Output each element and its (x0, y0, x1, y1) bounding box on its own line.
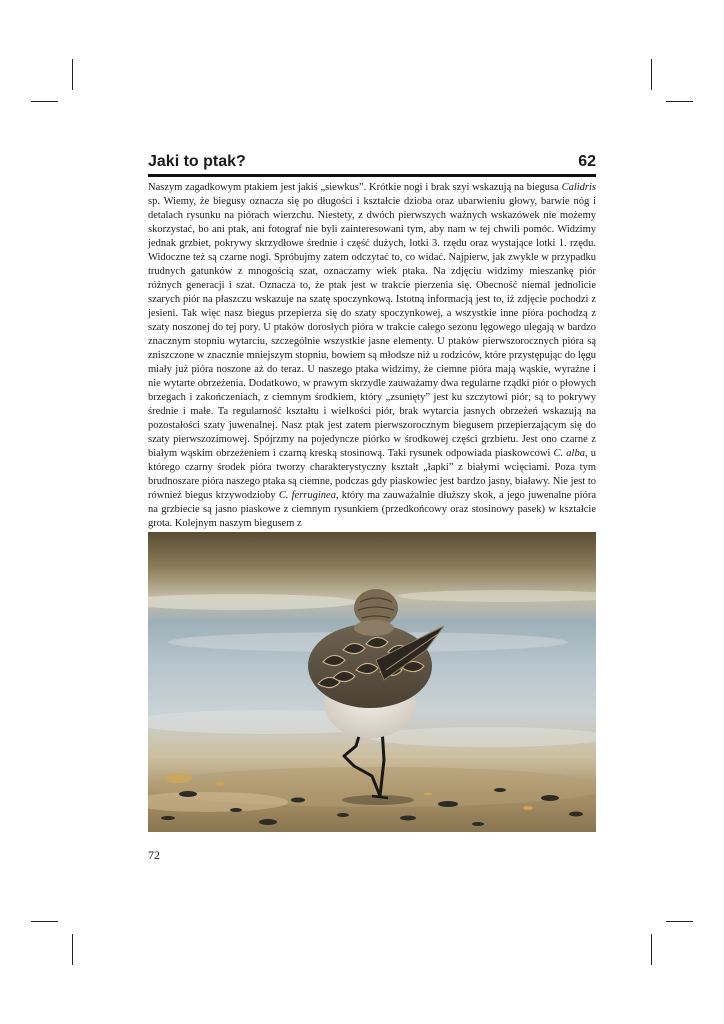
crop-mark-bottom-left-vertical (72, 934, 73, 965)
crop-mark-bottom-left-horizontal (31, 921, 58, 922)
bird-photo (148, 532, 596, 832)
page-number: 72 (148, 848, 160, 862)
page-header (148, 150, 596, 177)
text-segment: Naszym zagadkowym ptakiem jest jakiś „siewkus”. Krótkie nogi i brak szyi wskazują na biegusa (148, 182, 562, 193)
crop-mark-top-left-horizontal (31, 101, 58, 102)
text-segment: , który ma zauważalnie dłuższy skok, a jego juwenalne pióra na grzbiecie są jasno piaskowe z ciemnym rysunkiem (przedkońcowy oraz stosinowy pasek) w kształcie grota. Kolejnym naszym biegusem z (148, 489, 596, 529)
species-name: C. alba (553, 447, 585, 459)
text-segment: sp. Wiemy, że biegusy oznacza się po długości i kształcie dzioba oraz ubarwieniu głowy, barwie nóg i detalach rysunku na piórach wierzchu. Niestety, z dwóch pierwszych ważnych wskazówek nie możemy skorzystać, bo ani ptak, ani fotograf nie byli zainteresowani tym, aby nam w tej chwili pomóc. Widzimy jednak grzbiet, pokrywy skrzydłowe średnie i część dużych, lotki 3. rzędu oraz wystające lotki 1. rzędu. Widoczne też są czarne nogi. Spróbujmy zatem odczytać to, co widać. Najpierw, jak zwykle w przypadku trudnych gatunków z mnogością szat, oznaczamy wiek ptaka. Na zdjęciu widzimy mieszankę piór różnych generacji i szat. Oznacza to, że ptak jest w trakcie pierzenia się. Obecność niemal jednolicie szarych piór na płaszczu wskazuje na szatę spoczynkową. Istotną informacją jest to, iż zdjęcie pochodzi z jesieni. Tak więc nasz biegus przepierza się do szaty spoczynkowej, a wszystkie inne pióra pochodzą z szaty noszonej do tej pory. U ptaków dorosłych pióra w trakcie całego sezonu lęgowego ulegają w bardzo znacznym stopniu wytarciu, szczególnie wszystkie jasne elementy. U ptaków pierwszorocznych pióra są zniszczone w znacznie mniejszym stopniu, bowiem są młodsze niż u rodziców, które przystępując do lęgu miały już pióra noszone aż do teraz. U naszego ptaka widzimy, że ciemne pióra mają wąskie, wyraźne i nie wytarte obrzeżenia. Dodatkowo, w prawym skrzydle zauważamy dwa regularne rządki piór o płowych brzegach i zakończeniach, z ciemnym środkiem, który „zsunięty” jest ku szczytowi piór; są to pokrywy średnie i małe. Ta regularność kształtu i wielkości piór, brak wytarcia jasnych obrzeżeń wskazują na pozostałości szaty juwenalnej. Nasz ptak jest zatem pierwszorocznym biegusem przepierzającym się do szaty pierwszozimowej. Spójrzmy na pojedyncze piórko w środkowej części grzbietu. Jest ono czarne z białym wąskim obrzeżeniem i czarną kreską stosinową. Taki rysunek odpowiada piaskowcowi (148, 195, 596, 459)
text-segment: , u którego czarny środek pióra tworzy charakterystyczny kształt „łapki” z białymi wcięciami. Poza tym brudnoszare pióra naszego ptaka są ciemne, podczas gdy piaskowiec jest bardzo jasny, białawy. Nie jest to również biegus krzywodzioby (148, 447, 596, 501)
crop-mark-bottom-right-horizontal (666, 921, 693, 922)
genus-name: Calidris (561, 182, 596, 193)
article-text (148, 181, 596, 531)
crop-mark-bottom-right-vertical (651, 934, 652, 965)
question-number: 62 (578, 153, 596, 170)
crop-mark-top-left-vertical (72, 59, 73, 90)
species-name: C. ferruginea (278, 489, 336, 501)
page-title: Jaki to ptak? (148, 153, 246, 170)
crop-mark-top-right-horizontal (666, 101, 693, 102)
crop-mark-top-right-vertical (651, 59, 652, 90)
